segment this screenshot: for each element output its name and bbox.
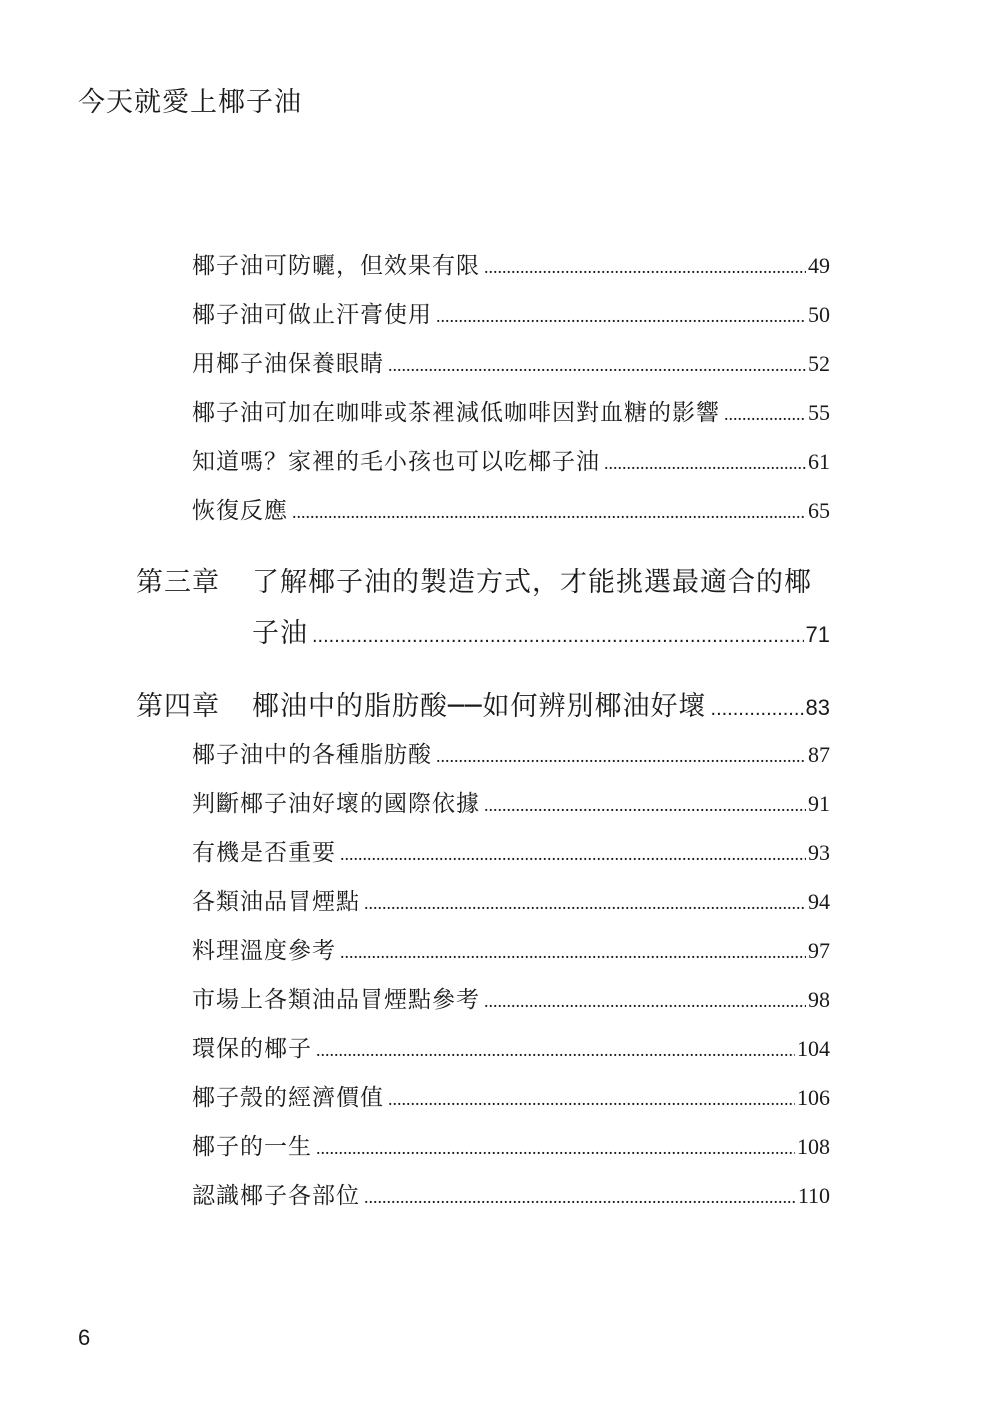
toc-entry-label: 椰子油可加在咖啡或茶裡減低咖啡因對血糖的影響 (192, 400, 720, 426)
dot-leader (484, 253, 806, 279)
toc-entry-label: 用椰子油保養眼睛 (192, 351, 384, 377)
toc-entry-page: 108 (797, 1134, 830, 1159)
toc-entry-page: 94 (808, 889, 830, 914)
toc-entry[interactable] (192, 834, 830, 867)
toc-entry-label: 認識椰子各部位 (192, 1183, 360, 1209)
toc-entry[interactable] (192, 1128, 830, 1161)
toc-entry[interactable] (192, 443, 830, 476)
dot-leader (436, 302, 806, 328)
dot-leader (316, 1036, 795, 1062)
toc-entry-page: 93 (808, 840, 830, 865)
chapter-title: 椰油中的脂肪酸──如何辨別椰油好壞 (252, 691, 707, 722)
toc-entry-label: 各類油品冒煙點 (192, 889, 360, 915)
page-number: 6 (78, 1325, 91, 1350)
dot-leader (340, 938, 806, 964)
chapter-number: 第四章 (136, 691, 220, 722)
toc-entry-label: 椰子油中的各種脂肪酸 (192, 742, 432, 768)
toc-entry-label: 椰子殼的經濟價值 (192, 1085, 384, 1111)
toc-entry-page: 50 (808, 302, 830, 327)
toc-entry-label: 椰子油可防曬，但效果有限 (192, 253, 480, 279)
toc-entry[interactable] (192, 1079, 830, 1112)
toc-entry-label: 有機是否重要 (192, 840, 336, 866)
dot-leader (484, 791, 806, 817)
toc-entry-label: 椰子的一生 (192, 1134, 312, 1160)
toc-entry-label: 料理溫度參考 (192, 938, 336, 964)
toc-entry-page: 61 (808, 449, 830, 474)
dot-leader (711, 691, 804, 722)
chapter-page: 71 (805, 622, 830, 647)
dot-leader (340, 840, 806, 866)
toc-entry-page: 55 (808, 400, 830, 425)
toc-entry-page: 110 (797, 1183, 830, 1208)
dot-leader (364, 1183, 796, 1209)
chapter-page: 83 (805, 695, 830, 720)
toc-entry-page: 91 (808, 791, 830, 816)
dot-leader (316, 1134, 795, 1160)
toc-entry[interactable] (192, 394, 830, 427)
running-title: 今天就愛上椰子油 (78, 87, 302, 118)
dot-leader (604, 449, 806, 475)
chapter-title-line1: 了解椰子油的製造方式，才能挑選最適合的椰 (252, 567, 812, 598)
dot-leader (312, 618, 804, 649)
toc-entry[interactable] (192, 981, 830, 1014)
chapter-number: 第三章 (136, 567, 220, 598)
toc-entry[interactable] (192, 785, 830, 818)
toc-entry[interactable] (192, 883, 830, 916)
chapter-3-entry[interactable] (136, 560, 830, 650)
toc-entry[interactable] (192, 1030, 830, 1063)
chapter-4-entry[interactable] (136, 684, 830, 723)
dot-leader (388, 1085, 795, 1111)
toc-entry-page: 87 (808, 742, 830, 767)
toc-entry[interactable] (192, 492, 830, 525)
toc-entry-page: 97 (808, 938, 830, 963)
chapter-title-line2: 子油 (252, 618, 308, 649)
toc-entry-page: 104 (797, 1036, 830, 1061)
dot-leader (364, 889, 806, 915)
toc-entry-page: 65 (808, 498, 830, 523)
dot-leader (388, 351, 806, 377)
toc-entry-label: 知道嗎？家裡的毛小孩也可以吃椰子油 (192, 449, 600, 475)
toc-entry-page: 106 (797, 1085, 830, 1110)
toc-entry-label: 環保的椰子 (192, 1036, 312, 1062)
toc-entry-label: 市場上各類油品冒煙點參考 (192, 987, 480, 1013)
toc-entry-page: 98 (808, 987, 830, 1012)
dot-leader (292, 498, 806, 524)
toc-entry-label: 恢復反應 (192, 498, 288, 524)
dot-leader (484, 987, 806, 1013)
toc-entry[interactable] (192, 296, 830, 329)
toc-entry-page: 52 (808, 351, 830, 376)
toc-entry[interactable] (192, 345, 830, 378)
toc-entry-label: 判斷椰子油好壞的國際依據 (192, 791, 480, 817)
toc-entry-label: 椰子油可做止汗膏使用 (192, 302, 432, 328)
toc-entry-page: 49 (808, 253, 830, 278)
toc-entry[interactable] (192, 736, 830, 769)
toc-entry[interactable] (192, 247, 830, 280)
toc-entry[interactable] (192, 1177, 830, 1210)
toc-entry[interactable] (192, 932, 830, 965)
dot-leader (436, 742, 806, 768)
dot-leader (724, 400, 806, 426)
